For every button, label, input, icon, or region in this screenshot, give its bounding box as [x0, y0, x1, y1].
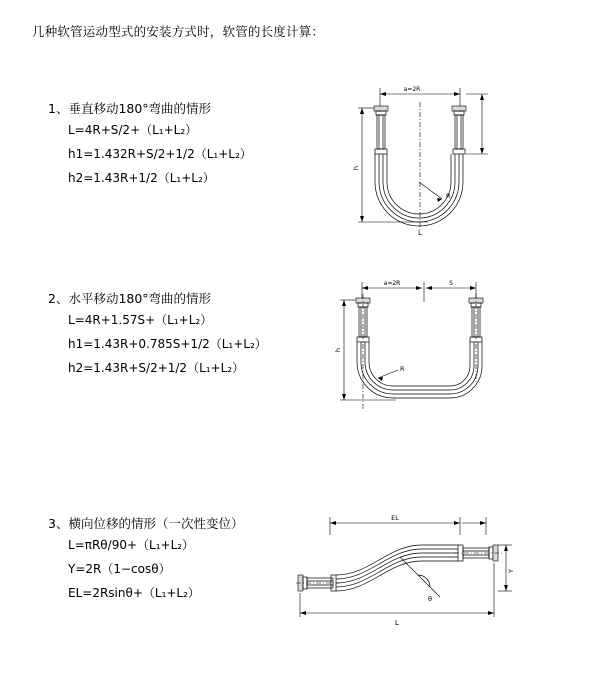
vertical-180-bend-diagram — [300, 72, 550, 262]
section-3-formula-2: Y=2R（1−cosθ） — [68, 562, 171, 576]
section-3-text — [48, 515, 308, 605]
dim-label-EL: EL — [391, 514, 399, 522]
dim-label-a2: a=2R — [383, 280, 401, 287]
section-2-figure — [300, 270, 550, 434]
lateral-offset-diagram — [290, 505, 550, 645]
dim-label-h: h — [352, 165, 360, 171]
section-1-title: 1、垂直移动180°弯曲的情形 — [48, 101, 212, 116]
dim-label-h2: h — [334, 347, 342, 353]
section-2-text — [48, 290, 308, 380]
section-1-figure — [300, 72, 550, 266]
section-2-formula-3: h2=1.43R+S/2+1/2（L₁+L₂） — [68, 361, 245, 375]
section-3-figure — [290, 505, 550, 649]
section-1-formula-1: L=4R+S/2+（L₁+L₂） — [68, 123, 198, 137]
horizontal-180-bend-diagram — [300, 270, 550, 430]
dim-label-L: L — [418, 229, 422, 237]
page-title: 几种软管运动型式的安装方式时，软管的长度计算： — [32, 24, 325, 39]
section-1-formula-3: h2=1.43R+1/2（L₁+L₂） — [68, 171, 215, 185]
section-2-title: 2、水平移动180°弯曲的情形 — [48, 291, 212, 306]
dim-label-S2: S — [449, 280, 453, 287]
section-2-formula-1: L=4R+1.57S+（L₁+L₂） — [68, 313, 213, 327]
dim-label-R2: R — [400, 365, 405, 373]
section-3-formula-3: EL=2Rsinθ+（L₁+L₂） — [68, 586, 200, 600]
section-2-formula-2: h1=1.43R+0.785S+1/2（L₁+L₂） — [68, 337, 267, 351]
section-3-title: 3、横向位移的情形（一次性变位） — [48, 516, 244, 531]
dim-label-theta: θ — [428, 595, 432, 603]
dim-label-a: a=2R — [403, 86, 421, 93]
dim-label-Y: Y — [507, 569, 515, 573]
dim-label-L3: L — [395, 619, 399, 627]
section-3-formula-1: L=πRθ/90+（L₁+L₂） — [68, 538, 195, 552]
section-1-text — [48, 100, 308, 190]
dim-label-R: R — [446, 192, 451, 200]
section-1-formula-2: h1=1.432R+S/2+1/2（L₁+L₂） — [68, 147, 252, 161]
